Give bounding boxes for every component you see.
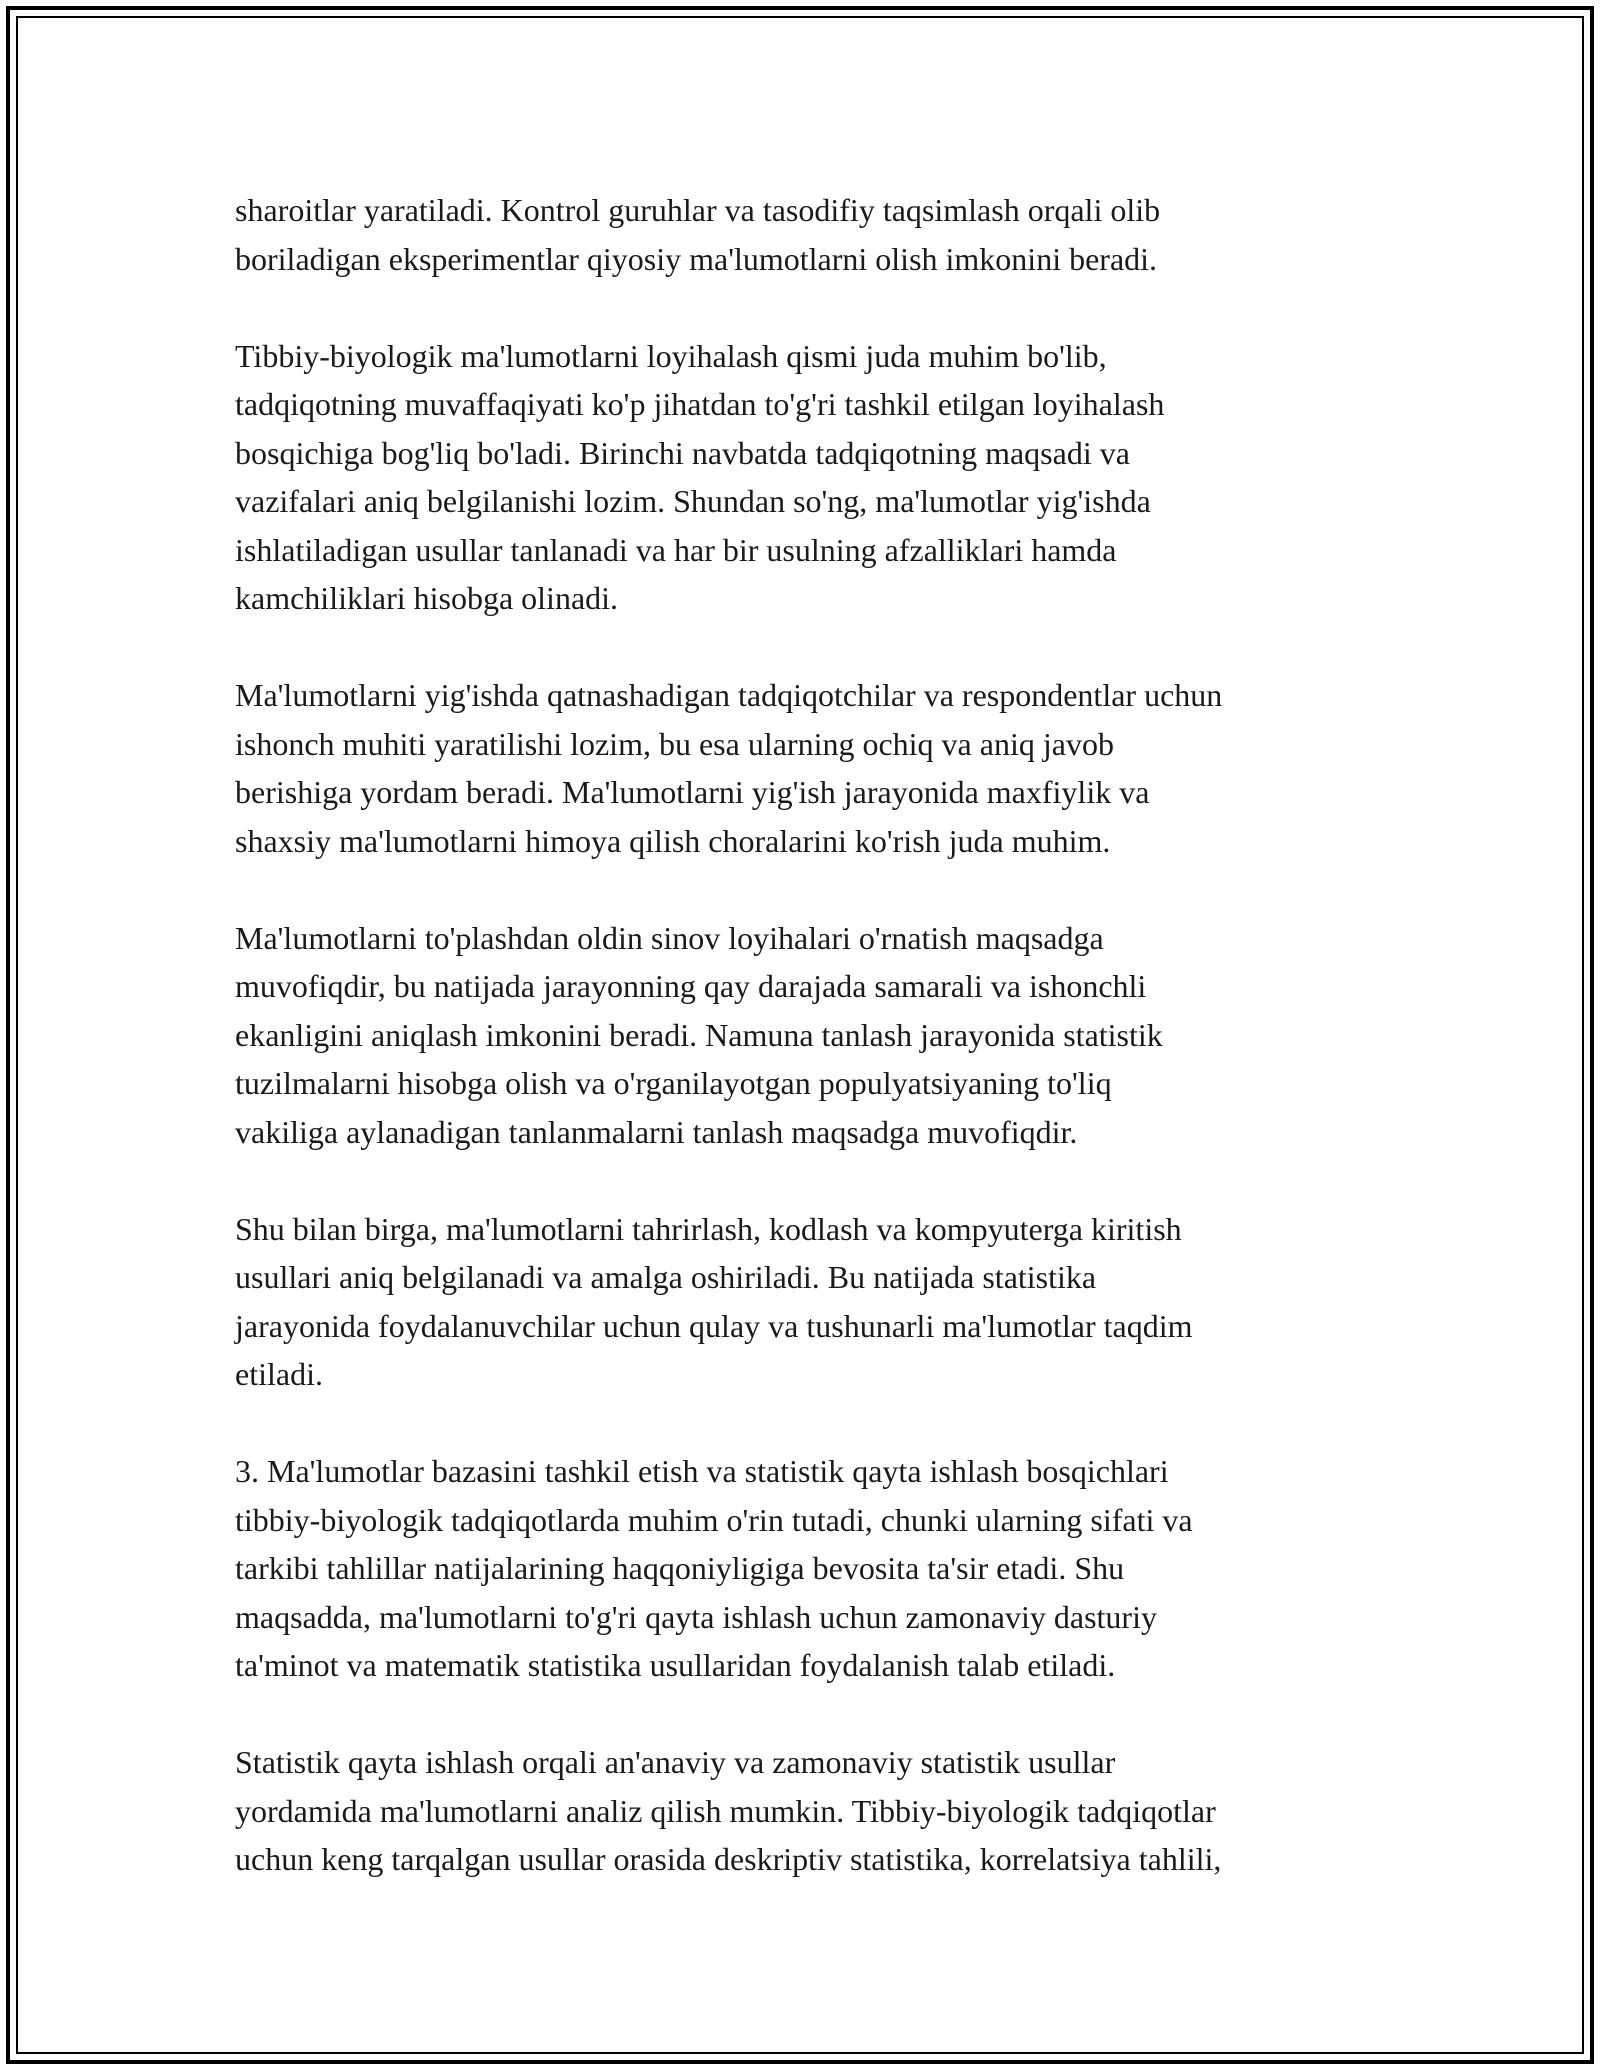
- paragraph-2: Tibbiy-biyologik ma'lumotlarni loyihalash qismi juda muhim bo'lib, tadqiqotning muvaffaqiyati ko'p jihatdan to'g'ri tashkil etilgan loyihalash bosqichiga bog'liq bo'ladi. Birinchi navbatda tadqiqotning maqsadi va vazifalari aniq belgilanishi lozim. Shundan so'ng, ma'lumotlar yig'ishda ishlatiladigan usullar tanlanadi va har bir usulning afzalliklari hamda kamchiliklari hisobga olinadi.: [235, 337, 1165, 616]
- paragraph-3: Ma'lumotlarni yig'ishda qatnashadigan tadqiqotchilar va respondentlar uchun ishonch muhiti yaratilishi lozim, bu esa ularning ochiq va aniq javob berishiga yordam beradi. Ma'lumotlarni yig'ish jarayonida maxfiylik va shaxsiy ma'lumotlarni himoya qilish choralarini ko'rish juda muhim.: [235, 677, 1223, 859]
- document-body: [235, 186, 1385, 1884]
- paragraph-4: Ma'lumotlarni to'plashdan oldin sinov loyihalari o'rnatish maqsadga muvofiqdir, bu natijada jarayonning qay darajada samarali va ishonchli ekanligini aniqlash imkonini beradi. Namuna tanlash jarayonida statistik tuzilmalarni hisobga olish va o'rganilayotgan populyatsiyaning to'liq vakiliga aylanadigan tanlanmalarni tanlash maqsadga muvofiqdir.: [235, 919, 1163, 1150]
- paragraph-6: 3. Ma'lumotlar bazasini tashkil etish va statistik qayta ishlash bosqichlari tibbiy-biyologik tadqiqotlarda muhim o'rin tutadi, chunki ularning sifati va tarkibi tahlillar natijalarining haqqoniyligiga bevosita ta'sir etadi. Shu maqsadda, ma'lumotlarni to'g'ri qayta ishlash uchun zamonaviy dasturiy ta'minot va matematik statistika usullaridan foydalanish talab etiladi.: [235, 1453, 1193, 1683]
- paragraph-5: Shu bilan birga, ma'lumotlarni tahrirlash, kodlash va kompyuterga kiritish usullari aniq belgilanadi va amalga oshiriladi. Bu natijada statistika jarayonida foydalanuvchilar uchun qulay va tushunarli ma'lumotlar taqdim etiladi.: [235, 1210, 1193, 1392]
- paragraph-1: sharoitlar yaratiladi. Kontrol guruhlar va tasodifiy taqsimlash orqali olib boriladigan eksperimentlar qiyosiy ma'lumotlarni olish imkonini beradi.: [235, 192, 1161, 277]
- paragraph-7: Statistik qayta ishlash orqali an'anaviy va zamonaviy statistik usullar yordamida ma'lumotlarni analiz qilish mumkin. Tibbiy-biyologik tadqiqotlar uchun keng tarqalgan usullar orasida deskriptiv statistika, korrelatsiya tahlili,: [235, 1744, 1222, 1877]
